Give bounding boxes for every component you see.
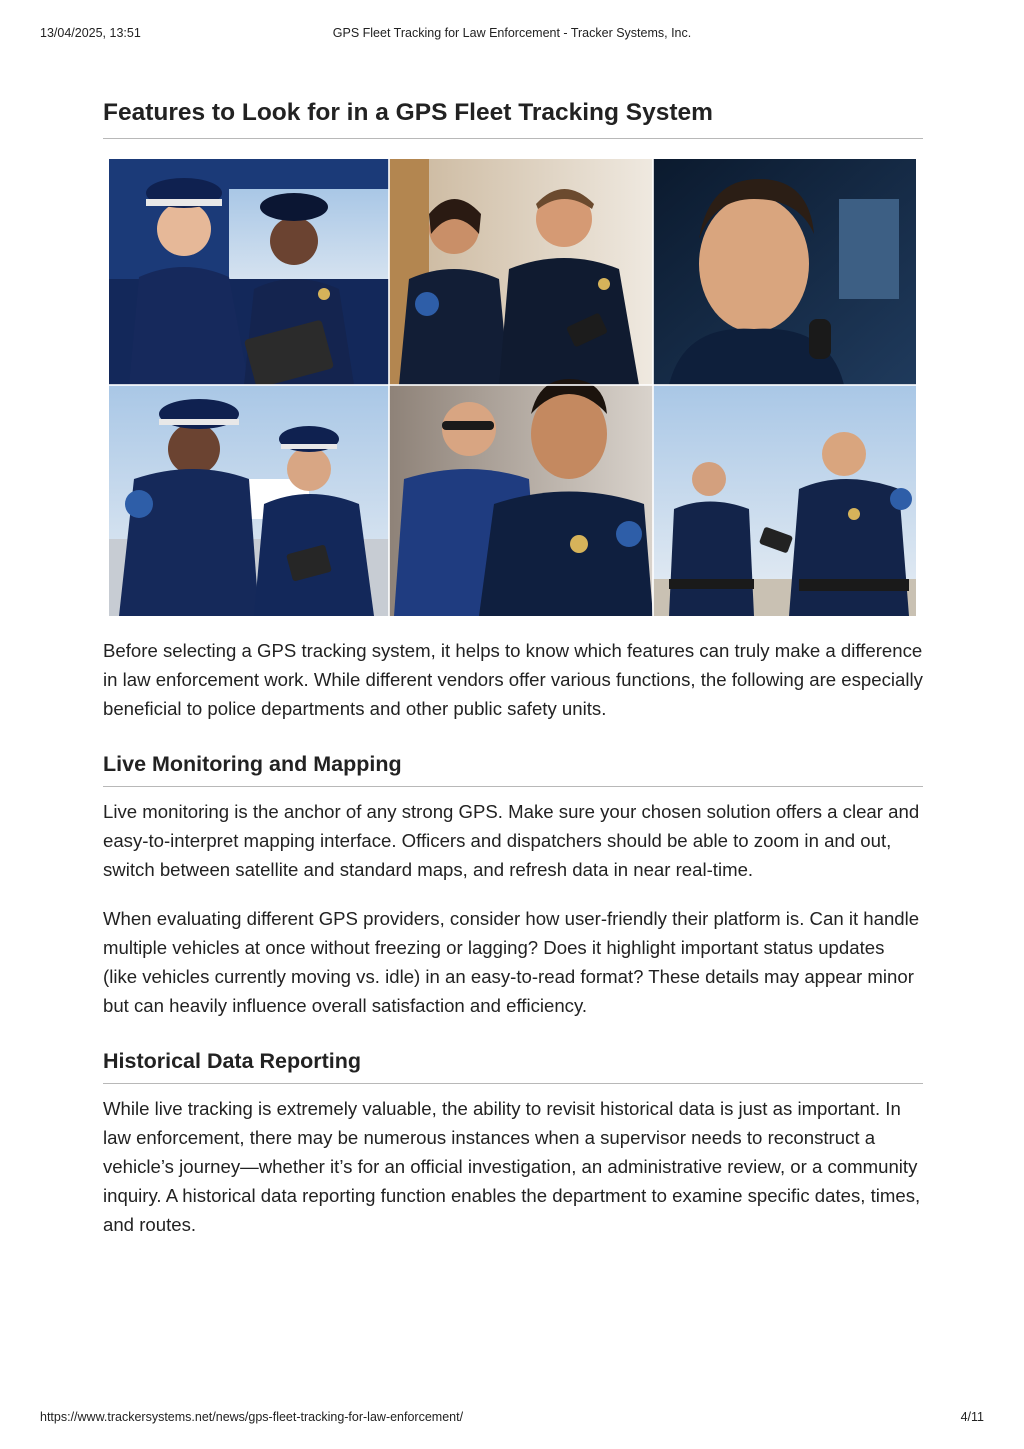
historical-data-paragraph-1: While live tracking is extremely valuable, the ability to revisit historical data is just as important. In law enforcement, there may be numerous instances when a supervisor needs to reconstruct a vehicle’s journey—whether it’s for an official investigation, an administrative review, or a community inquiry. A historical data reporting function enables the department to examine specific dates, times, and routes.: [103, 1098, 921, 1235]
photo-panel-5: [389, 379, 653, 616]
print-footer: [40, 1410, 984, 1426]
intro-paragraph: Before selecting a GPS tracking system, it helps to know which features can truly make a difference in law enforcement work. While different vendors offer various functions, the following are especially beneficial to police departments and other public safety units.: [103, 640, 923, 719]
print-document-title: GPS Fleet Tracking for Law Enforcement - Tracker Systems, Inc.: [332, 26, 692, 40]
section-heading-live-monitoring: Live Monitoring and Mapping: [103, 749, 923, 787]
section-heading-historical-data: Historical Data Reporting: [103, 1046, 923, 1084]
photo-panel-3: [653, 159, 916, 385]
print-header: [40, 26, 984, 42]
live-monitoring-paragraph-1: Live monitoring is the anchor of any strong GPS. Make sure your chosen solution offers a clear and easy-to-interpret mapping interface. Officers and dispatchers should be able to zoom in and out, switch between satellite and standard maps, and refresh data in near real-time.: [103, 801, 920, 880]
article-heading: Features to Look for in a GPS Fleet Tracking System: [103, 96, 923, 139]
print-page-url: https://www.trackersystems.net/news/gps-fleet-tracking-for-law-enforcement/: [40, 1410, 464, 1424]
photo-panel-2: [389, 159, 653, 385]
photo-panel-1: [109, 159, 389, 389]
police-officers-collage-image: [109, 159, 916, 616]
print-page-number: 4/11: [960, 1410, 984, 1424]
photo-panel-4: [109, 385, 389, 616]
article-content: [103, 96, 923, 1239]
live-monitoring-paragraph-2: When evaluating different GPS providers, consider how user-friendly their platform is. Can it handle multiple vehicles at once without freezing or lagging? Does it highlight important status updates (like vehicles currently moving vs. idle) in an easy-to-read format? These details may appear minor but can heavily influence overall satisfaction and efficiency.: [103, 908, 920, 1016]
photo-panel-6: [653, 385, 916, 616]
print-datetime: 13/04/2025, 13:51: [40, 26, 141, 40]
